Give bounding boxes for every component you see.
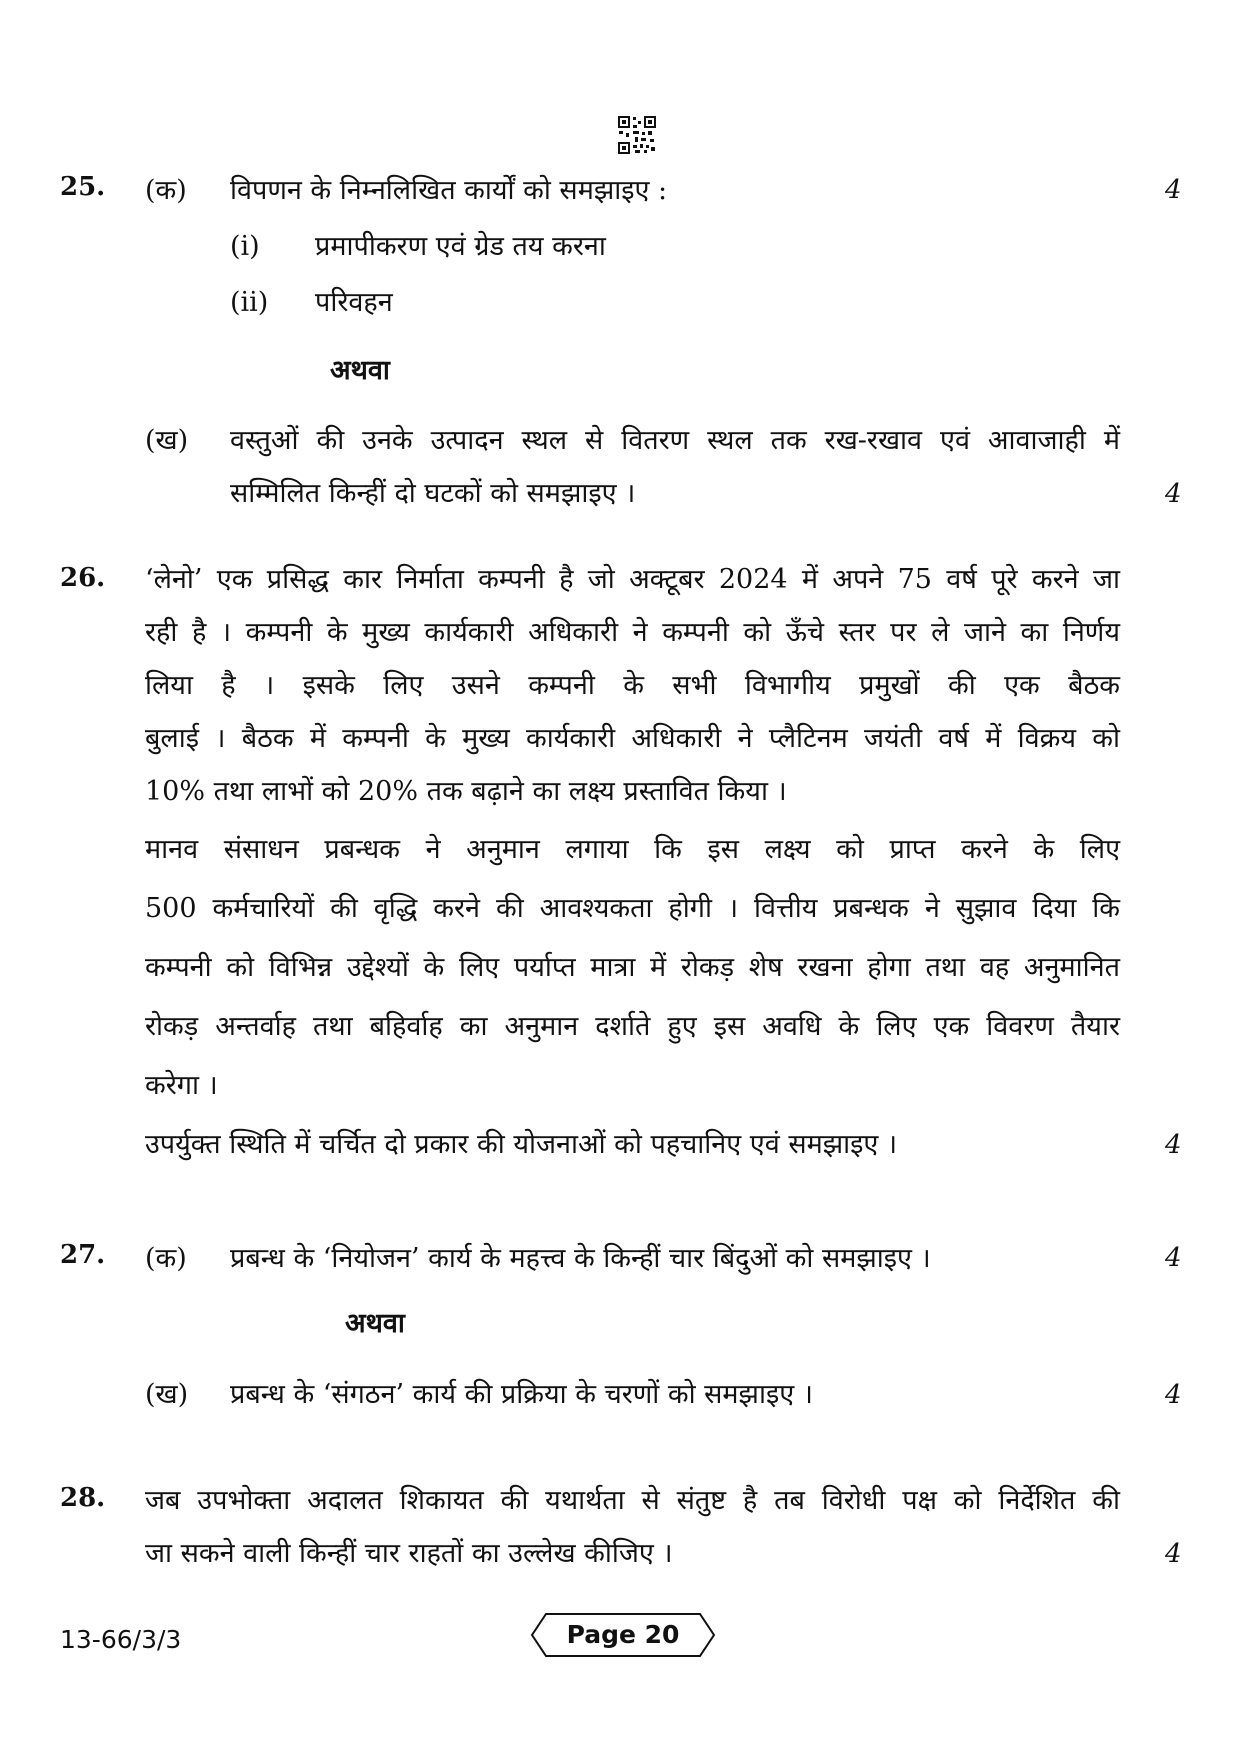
paragraph-line: रोकड़ अन्तर्वाह तथा बहिर्वाह का अनुमान दर्शाते हुए इस अवधि के लिए एक विवरण तैयार — [145, 1011, 1120, 1042]
question-number: 26. — [60, 563, 106, 593]
marks: 4 — [1165, 1130, 1182, 1160]
question-text: जब उपभोक्ता अदालत शिकायत की यथार्थता से संतुष्ट है तब विरोधी पक्ष को निर्देशित की — [145, 1485, 1120, 1516]
part-label: (ख) — [145, 425, 189, 456]
marks: 4 — [1165, 175, 1182, 205]
question-text: सम्मिलित किन्हीं दो घटकों को समझाइए । — [230, 478, 636, 509]
or-label: अथवा — [345, 1308, 405, 1339]
marks: 4 — [1165, 1380, 1182, 1410]
page-number: Page 20 — [566, 1620, 680, 1649]
paper-code: 13-66/3/3 — [60, 1625, 182, 1654]
item-text: परिवहन — [315, 287, 393, 318]
paragraph-line: ‘लेनो’ एक प्रसिद्ध कार निर्माता कम्पनी है जो अक्टूबर 2024 में अपने 75 वर्ष पूरे करने जा — [145, 564, 1120, 595]
marks: 4 — [1165, 1243, 1182, 1273]
or-label: अथवा — [330, 355, 390, 386]
paragraph-line: 10% तथा लाभों को 20% तक बढ़ाने का लक्ष्य प्रस्तावित किया । — [145, 776, 787, 807]
question-text: उपर्युक्त स्थिति में चर्चित दो प्रकार की योजनाओं को पहचानिए एवं समझाइए । — [145, 1129, 898, 1160]
question-number: 25. — [60, 172, 106, 202]
part-label: (क) — [145, 175, 187, 206]
part-label: (ख) — [145, 1379, 189, 1410]
question-text: वस्तुओं की उनके उत्पादन स्थल से वितरण स्थल तक रख-रखाव एवं आवाजाही में — [230, 425, 1120, 456]
question-number: 27. — [60, 1240, 106, 1270]
qr-code — [617, 115, 657, 155]
item-label: (ii) — [230, 287, 269, 318]
paragraph-line: कम्पनी को विभिन्न उद्देश्यों के लिए पर्याप्त मात्रा में रोकड़ शेष रखना होगा तथा वह अनुमानित — [145, 952, 1120, 983]
paragraph-line: लिया है । इसके लिए उसने कम्पनी के सभी विभागीय प्रमुखों की एक बैठक — [145, 670, 1120, 701]
question-text: विपणन के निम्नलिखित कार्यों को समझाइए : — [230, 175, 668, 206]
paragraph-line: बुलाई । बैठक में कम्पनी के मुख्य कार्यकारी अधिकारी ने प्लैटिनम जयंती वर्ष में विक्रय को — [145, 723, 1120, 754]
item-label: (i) — [230, 231, 260, 262]
part-label: (क) — [145, 1243, 187, 1274]
item-text: प्रमापीकरण एवं ग्रेड तय करना — [315, 231, 606, 262]
question-number: 28. — [60, 1483, 106, 1513]
question-text: जा सकने वाली किन्हीं चार राहतों का उल्लेख कीजिए । — [145, 1538, 673, 1569]
question-text: प्रबन्ध के ‘नियोजन’ कार्य के महत्त्व के किन्हीं चार बिंदुओं को समझाइए । — [230, 1243, 931, 1274]
page-number-badge — [530, 1612, 716, 1658]
marks: 4 — [1165, 479, 1182, 509]
paragraph-line: करेगा । — [145, 1070, 218, 1101]
paragraph-line: मानव संसाधन प्रबन्धक ने अनुमान लगाया कि इस लक्ष्य को प्राप्त करने के लिए — [145, 834, 1120, 865]
paragraph-line: 500 कर्मचारियों की वृद्धि करने की आवश्यकता होगी । वित्तीय प्रबन्धक ने सुझाव दिया कि — [145, 893, 1120, 924]
question-text: प्रबन्ध के ‘संगठन’ कार्य की प्रक्रिया के चरणों को समझाइए । — [230, 1379, 813, 1410]
paragraph-line: रही है । कम्पनी के मुख्य कार्यकारी अधिकारी ने कम्पनी को ऊँचे स्तर पर ले जाने का निर्णय — [145, 617, 1120, 648]
marks: 4 — [1165, 1539, 1182, 1569]
